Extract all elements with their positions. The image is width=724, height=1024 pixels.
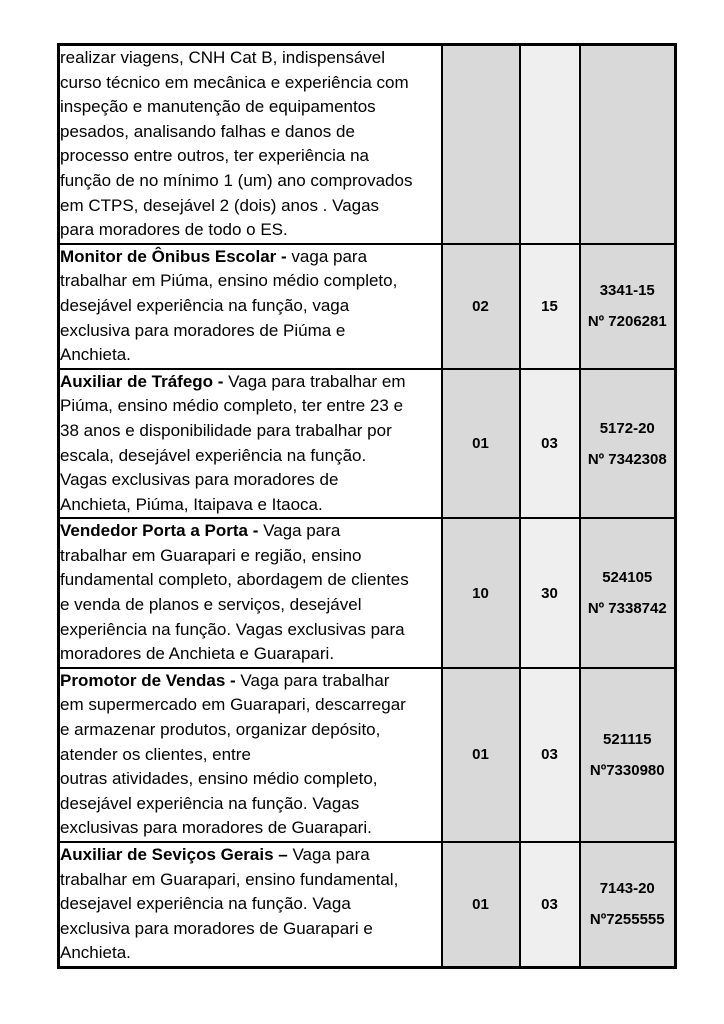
code-cbo: 524105 bbox=[602, 569, 653, 587]
job-description-line: exclusiva para moradores de Guarapari e bbox=[60, 918, 373, 938]
job-description-line bbox=[60, 669, 441, 694]
count-cell-a: 01 bbox=[442, 369, 520, 519]
job-description-line: experiência na função. Vagas exclusivas para bbox=[60, 619, 405, 639]
count-cell-b: 15 bbox=[520, 244, 580, 369]
job-description-line: em supermercado em Guarapari, descarregar bbox=[60, 695, 406, 715]
job-description-text: vaga para bbox=[286, 246, 368, 266]
job-description-cell bbox=[59, 842, 442, 967]
job-description-line bbox=[60, 370, 441, 395]
code-cbo: 521115 bbox=[603, 730, 652, 748]
table-row bbox=[59, 842, 676, 967]
job-description-line: atender os clientes, entre bbox=[60, 744, 251, 764]
count-cell-a: 01 bbox=[442, 842, 520, 967]
code-number: Nº 7342308 bbox=[587, 450, 667, 468]
code-number: Nº 7338742 bbox=[587, 600, 667, 618]
job-description-line bbox=[60, 245, 441, 270]
count-cell-a bbox=[442, 45, 520, 244]
job-description-cell bbox=[59, 244, 442, 369]
job-description-line: para moradores de todo o ES. bbox=[60, 220, 288, 240]
job-description-line: exclusiva para moradores de Piúma e bbox=[60, 320, 346, 340]
job-description-line: curso técnico em mecânica e experiência com bbox=[60, 72, 409, 92]
count-cell-a: 10 bbox=[442, 518, 520, 668]
job-description-cell bbox=[59, 518, 442, 668]
job-title: Promotor de Vendas - bbox=[60, 670, 236, 690]
job-title: Monitor de Ônibus Escolar - bbox=[60, 246, 287, 266]
job-description-cell bbox=[59, 45, 442, 244]
table-row bbox=[59, 668, 676, 842]
job-description-line: Piúma, ensino médio completo, ter entre 23 e bbox=[60, 396, 404, 416]
count-cell-a: 02 bbox=[442, 244, 520, 369]
job-description-line: Anchieta. bbox=[60, 943, 131, 963]
job-description-cell bbox=[59, 668, 442, 842]
count-cell-a: 01 bbox=[442, 668, 520, 842]
job-description-line: Anchieta. bbox=[60, 345, 131, 365]
job-description-text: Vaga para trabalhar em bbox=[223, 371, 406, 391]
job-description-text: Vaga para bbox=[258, 521, 341, 541]
code-cell bbox=[580, 668, 676, 842]
job-description-line: trabalhar em Piúma, ensino médio completo, bbox=[60, 271, 398, 291]
job-description-line: e venda de planos e serviços, desejável bbox=[60, 595, 362, 615]
code-cbo: 7143-20 bbox=[599, 880, 655, 898]
job-description-text: Vaga para bbox=[287, 845, 370, 864]
job-title: Auxiliar de Tráfego - bbox=[60, 371, 224, 391]
count-cell-b: 03 bbox=[520, 842, 580, 967]
code-cbo: 5172-20 bbox=[599, 419, 655, 437]
job-description-line: moradores de Anchieta e Guarapari. bbox=[60, 644, 335, 664]
job-description-line bbox=[60, 519, 441, 544]
code-cell bbox=[580, 45, 676, 244]
job-description-line: exclusivas para moradores de Guarapari. bbox=[60, 818, 372, 838]
job-description-line: trabalhar em Guarapari, ensino fundamental, bbox=[60, 869, 399, 889]
job-description-cell bbox=[59, 369, 442, 519]
job-title: Vendedor Porta a Porta - bbox=[60, 521, 259, 541]
job-title: Auxiliar de Seviços Gerais – bbox=[60, 845, 288, 864]
job-description-line: Vagas exclusivas para moradores de bbox=[60, 470, 339, 490]
table-row bbox=[59, 244, 676, 369]
count-cell-b: 30 bbox=[520, 518, 580, 668]
code-cell bbox=[580, 842, 676, 967]
code-number: Nº7330980 bbox=[589, 761, 665, 779]
table-row bbox=[59, 369, 676, 519]
job-description-line: pesados, analisando falhas e danos de bbox=[60, 121, 355, 141]
job-description-line: escala, desejável experiência na função. bbox=[60, 445, 367, 465]
job-description-line: trabalhar em Guarapari e região, ensino bbox=[60, 545, 362, 565]
code-cell bbox=[580, 518, 676, 668]
job-description-line bbox=[60, 843, 441, 868]
count-cell-b: 03 bbox=[520, 668, 580, 842]
job-description-line: realizar viagens, CNH Cat B, indispensável bbox=[60, 48, 386, 67]
count-cell-b: 03 bbox=[520, 369, 580, 519]
job-description-line: inspeção e manutenção de equipamentos bbox=[60, 97, 376, 117]
job-description-line: outras atividades, ensino médio completo, bbox=[60, 769, 378, 789]
job-description-line: Anchieta, Piúma, Itaipava e Itaoca. bbox=[60, 494, 323, 514]
job-description-line: função de no mínimo 1 (um) ano comprovados bbox=[60, 170, 413, 190]
code-number: Nº7255555 bbox=[589, 911, 665, 929]
job-description-line: desejavel experiência na função. Vaga bbox=[60, 894, 351, 914]
code-cell bbox=[580, 244, 676, 369]
job-description-line: em CTPS, desejável 2 (dois) anos . Vagas bbox=[60, 195, 380, 215]
job-description-line: e armazenar produtos, organizar depósito, bbox=[60, 720, 381, 740]
table-row bbox=[59, 45, 676, 244]
code-cbo: 3341-15 bbox=[599, 282, 655, 300]
job-description-text: Vaga para trabalhar bbox=[235, 670, 390, 690]
job-listings-table bbox=[57, 43, 677, 969]
table-body bbox=[59, 45, 676, 968]
code-number: Nº 7206281 bbox=[587, 313, 667, 331]
code-cell bbox=[580, 369, 676, 519]
job-description-line: processo entre outros, ter experiência na bbox=[60, 146, 370, 166]
table-row bbox=[59, 518, 676, 668]
count-cell-b bbox=[520, 45, 580, 244]
job-description-line: 38 anos e disponibilidade para trabalhar por bbox=[60, 420, 392, 440]
job-description-line: fundamental completo, abordagem de clientes bbox=[60, 570, 409, 590]
job-description-line: desejável experiência na função. Vagas bbox=[60, 793, 360, 813]
job-description-line: desejável experiência na função, vaga bbox=[60, 295, 350, 315]
